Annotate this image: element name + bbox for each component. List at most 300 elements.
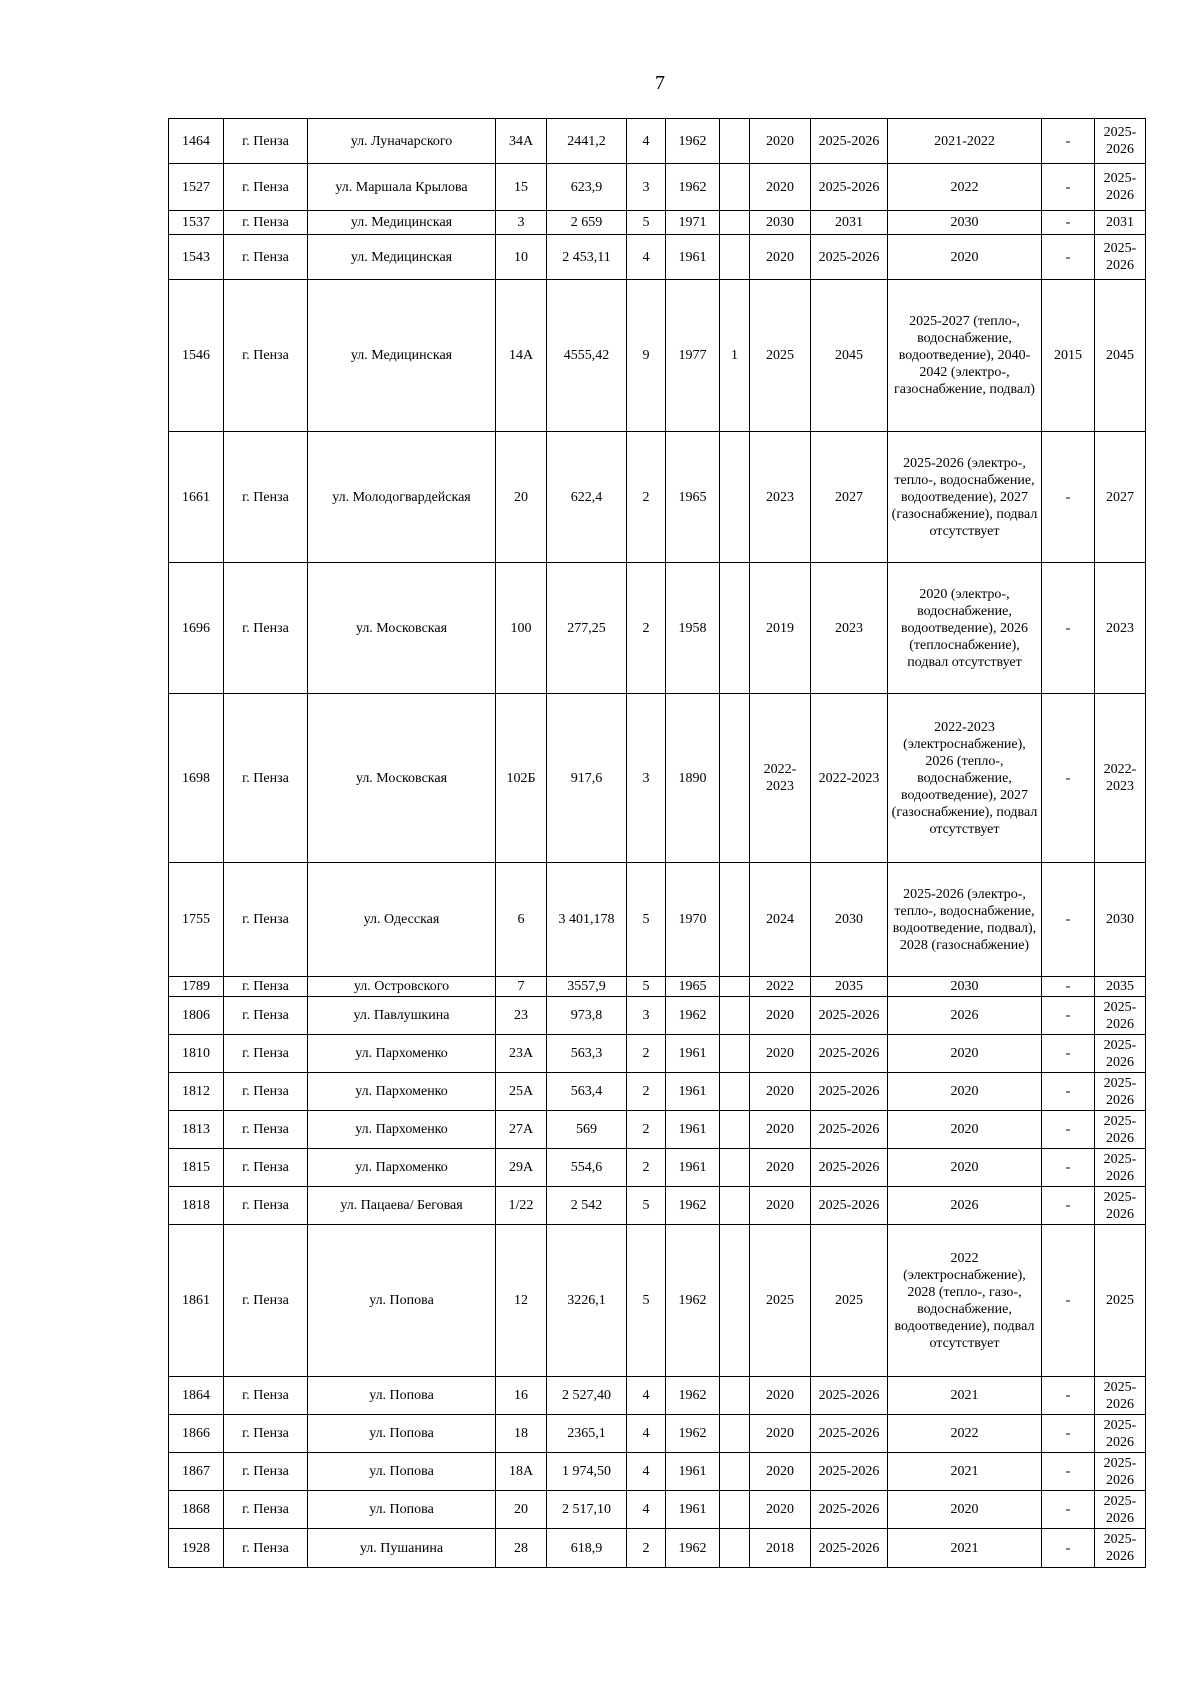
cell-floors: 2 <box>627 1111 666 1149</box>
cell-year-built: 1962 <box>666 1377 720 1415</box>
cell-col10: 2025-2026 <box>811 164 888 211</box>
cell-col11: 2025-2026 (электро-, тепло-, водоснабжение, водоотведение, подвал), 2028 (газоснабжение) <box>888 863 1042 977</box>
cell-col11: 2025-2027 (тепло-, водоснабжение, водоотведение), 2040-2042 (электро-, газоснабжение, подвал) <box>888 280 1042 432</box>
cell-col12: - <box>1042 1415 1095 1453</box>
cell-city: г. Пенза <box>224 1035 308 1073</box>
cell-col11: 2020 <box>888 1035 1042 1073</box>
cell-col12: 2015 <box>1042 280 1095 432</box>
cell-year-built: 1958 <box>666 563 720 694</box>
cell-col13: 2025-2026 <box>1095 164 1146 211</box>
cell-col8 <box>720 863 750 977</box>
cell-col13: 2027 <box>1095 432 1146 563</box>
cell-col10: 2025-2026 <box>811 1453 888 1491</box>
cell-col8 <box>720 1529 750 1568</box>
cell-street: ул. Попова <box>308 1453 496 1491</box>
cell-col9: 2020 <box>750 1035 811 1073</box>
cell-col11: 2020 <box>888 1111 1042 1149</box>
cell-house: 28 <box>496 1529 547 1568</box>
cell-house: 34А <box>496 119 547 164</box>
cell-id: 1866 <box>169 1415 224 1453</box>
cell-col10: 2025-2026 <box>811 1187 888 1225</box>
cell-year-built: 1962 <box>666 1225 720 1377</box>
cell-city: г. Пенза <box>224 119 308 164</box>
cell-street: ул. Молодогвардейская <box>308 432 496 563</box>
table-row <box>169 997 1146 1035</box>
cell-col8 <box>720 1225 750 1377</box>
cell-city: г. Пенза <box>224 1111 308 1149</box>
cell-id: 1812 <box>169 1073 224 1111</box>
cell-house: 18А <box>496 1453 547 1491</box>
cell-area: 2 542 <box>547 1187 627 1225</box>
cell-city: г. Пенза <box>224 977 308 997</box>
cell-house: 23 <box>496 997 547 1035</box>
cell-col9: 2024 <box>750 863 811 977</box>
cell-col11: 2030 <box>888 211 1042 235</box>
cell-floors: 4 <box>627 119 666 164</box>
page-number: 7 <box>655 72 665 94</box>
cell-col8 <box>720 1035 750 1073</box>
cell-col10: 2025-2026 <box>811 1415 888 1453</box>
cell-col12: - <box>1042 1529 1095 1568</box>
cell-year-built: 1961 <box>666 1073 720 1111</box>
cell-area: 569 <box>547 1111 627 1149</box>
cell-col11: 2026 <box>888 1187 1042 1225</box>
cell-floors: 3 <box>627 164 666 211</box>
cell-floors: 2 <box>627 1529 666 1568</box>
cell-col13: 2022-2023 <box>1095 694 1146 863</box>
cell-col8 <box>720 1453 750 1491</box>
cell-street: ул. Московская <box>308 694 496 863</box>
cell-street: ул. Попова <box>308 1225 496 1377</box>
cell-house: 16 <box>496 1377 547 1415</box>
table-row <box>169 119 1146 164</box>
cell-col10: 2025-2026 <box>811 1529 888 1568</box>
cell-year-built: 1961 <box>666 1111 720 1149</box>
cell-city: г. Пенза <box>224 563 308 694</box>
cell-col8 <box>720 997 750 1035</box>
cell-city: г. Пенза <box>224 1073 308 1111</box>
cell-col8: 1 <box>720 280 750 432</box>
table-row <box>169 235 1146 280</box>
cell-col9: 2020 <box>750 1491 811 1529</box>
cell-house: 18 <box>496 1415 547 1453</box>
cell-col13: 2025 <box>1095 1225 1146 1377</box>
cell-col11: 2020 <box>888 235 1042 280</box>
cell-col13: 2025-2026 <box>1095 1149 1146 1187</box>
cell-col13: 2031 <box>1095 211 1146 235</box>
cell-col13: 2025-2026 <box>1095 1111 1146 1149</box>
cell-id: 1818 <box>169 1187 224 1225</box>
cell-area: 3557,9 <box>547 977 627 997</box>
cell-street: ул. Медицинская <box>308 211 496 235</box>
cell-col13: 2025-2026 <box>1095 997 1146 1035</box>
cell-house: 15 <box>496 164 547 211</box>
cell-id: 1861 <box>169 1225 224 1377</box>
cell-city: г. Пенза <box>224 997 308 1035</box>
cell-col11: 2020 <box>888 1491 1042 1529</box>
cell-floors: 3 <box>627 694 666 863</box>
cell-id: 1755 <box>169 863 224 977</box>
cell-house: 3 <box>496 211 547 235</box>
cell-street: ул. Медицинская <box>308 280 496 432</box>
cell-col10: 2025-2026 <box>811 119 888 164</box>
cell-col10: 2030 <box>811 863 888 977</box>
table-row <box>169 280 1146 432</box>
cell-col9: 2030 <box>750 211 811 235</box>
cell-col9: 2020 <box>750 1149 811 1187</box>
cell-city: г. Пенза <box>224 694 308 863</box>
cell-col11: 2020 <box>888 1149 1042 1187</box>
cell-col11: 2020 <box>888 1073 1042 1111</box>
cell-street: ул. Попова <box>308 1491 496 1529</box>
cell-col13: 2030 <box>1095 863 1146 977</box>
cell-id: 1661 <box>169 432 224 563</box>
cell-floors: 9 <box>627 280 666 432</box>
cell-area: 554,6 <box>547 1149 627 1187</box>
cell-house: 102Б <box>496 694 547 863</box>
cell-house: 25А <box>496 1073 547 1111</box>
cell-col9: 2020 <box>750 997 811 1035</box>
cell-floors: 5 <box>627 863 666 977</box>
cell-col12: - <box>1042 863 1095 977</box>
cell-col12: - <box>1042 211 1095 235</box>
table-row <box>169 863 1146 977</box>
cell-col9: 2020 <box>750 119 811 164</box>
table-row <box>169 977 1146 997</box>
table-row <box>169 1073 1146 1111</box>
cell-area: 623,9 <box>547 164 627 211</box>
table-row <box>169 1111 1146 1149</box>
cell-street: ул. Попова <box>308 1377 496 1415</box>
cell-col13: 2025-2026 <box>1095 1529 1146 1568</box>
cell-area: 3226,1 <box>547 1225 627 1377</box>
cell-area: 2 527,40 <box>547 1377 627 1415</box>
cell-col10: 2025-2026 <box>811 997 888 1035</box>
cell-col8 <box>720 1187 750 1225</box>
cell-col11: 2022 <box>888 1415 1042 1453</box>
table-row <box>169 432 1146 563</box>
cell-col8 <box>720 235 750 280</box>
cell-area: 1 974,50 <box>547 1453 627 1491</box>
cell-floors: 4 <box>627 1453 666 1491</box>
cell-year-built: 1962 <box>666 119 720 164</box>
table-row <box>169 1529 1146 1568</box>
cell-city: г. Пенза <box>224 1377 308 1415</box>
cell-house: 20 <box>496 1491 547 1529</box>
table-row <box>169 1225 1146 1377</box>
cell-id: 1815 <box>169 1149 224 1187</box>
cell-street: ул. Пушанина <box>308 1529 496 1568</box>
table-row <box>169 1491 1146 1529</box>
cell-col8 <box>720 977 750 997</box>
cell-area: 2 659 <box>547 211 627 235</box>
cell-street: ул. Пацаева/ Беговая <box>308 1187 496 1225</box>
cell-year-built: 1962 <box>666 1415 720 1453</box>
cell-id: 1537 <box>169 211 224 235</box>
cell-city: г. Пенза <box>224 211 308 235</box>
cell-floors: 2 <box>627 563 666 694</box>
cell-area: 4555,42 <box>547 280 627 432</box>
cell-street: ул. Пархоменко <box>308 1073 496 1111</box>
cell-col10: 2027 <box>811 432 888 563</box>
cell-floors: 4 <box>627 235 666 280</box>
cell-col8 <box>720 1491 750 1529</box>
cell-col12: - <box>1042 1225 1095 1377</box>
cell-house: 27А <box>496 1111 547 1149</box>
cell-col10: 2031 <box>811 211 888 235</box>
table-row <box>169 1377 1146 1415</box>
cell-col9: 2025 <box>750 280 811 432</box>
cell-area: 2 453,11 <box>547 235 627 280</box>
cell-col11: 2020 (электро-, водоснабжение, водоотведение), 2026 (теплоснабжение), подвал отсутствует <box>888 563 1042 694</box>
cell-col11: 2022-2023 (электроснабжение), 2026 (тепло-, водоснабжение, водоотведение), 2027 (газоснабжение), подвал отсутствует <box>888 694 1042 863</box>
cell-year-built: 1962 <box>666 164 720 211</box>
cell-year-built: 1961 <box>666 1491 720 1529</box>
cell-col13: 2025-2026 <box>1095 1415 1146 1453</box>
cell-col12: - <box>1042 1111 1095 1149</box>
cell-area: 618,9 <box>547 1529 627 1568</box>
cell-floors: 5 <box>627 211 666 235</box>
cell-col9: 2022-2023 <box>750 694 811 863</box>
cell-street: ул. Медицинская <box>308 235 496 280</box>
cell-col12: - <box>1042 1377 1095 1415</box>
cell-col8 <box>720 432 750 563</box>
cell-col13: 2035 <box>1095 977 1146 997</box>
table-row <box>169 563 1146 694</box>
cell-year-built: 1965 <box>666 977 720 997</box>
cell-col12: - <box>1042 997 1095 1035</box>
cell-col8 <box>720 119 750 164</box>
cell-col12: - <box>1042 1035 1095 1073</box>
cell-col10: 2025-2026 <box>811 1035 888 1073</box>
cell-col13: 2025-2026 <box>1095 1035 1146 1073</box>
housing-registry-table <box>168 118 1146 1568</box>
cell-year-built: 1962 <box>666 997 720 1035</box>
cell-street: ул. Пархоменко <box>308 1035 496 1073</box>
cell-col12: - <box>1042 977 1095 997</box>
cell-col11: 2026 <box>888 997 1042 1035</box>
cell-city: г. Пенза <box>224 1529 308 1568</box>
table-row <box>169 694 1146 863</box>
cell-col13: 2025-2026 <box>1095 1073 1146 1111</box>
cell-id: 1868 <box>169 1491 224 1529</box>
cell-col12: - <box>1042 1491 1095 1529</box>
cell-id: 1543 <box>169 235 224 280</box>
cell-floors: 4 <box>627 1491 666 1529</box>
cell-col10: 2022-2023 <box>811 694 888 863</box>
cell-col10: 2025-2026 <box>811 1073 888 1111</box>
cell-col8 <box>720 1377 750 1415</box>
table-row <box>169 211 1146 235</box>
cell-col8 <box>720 1415 750 1453</box>
cell-floors: 2 <box>627 432 666 563</box>
cell-area: 563,4 <box>547 1073 627 1111</box>
cell-area: 2441,2 <box>547 119 627 164</box>
cell-col9: 2020 <box>750 1073 811 1111</box>
cell-col9: 2023 <box>750 432 811 563</box>
cell-city: г. Пенза <box>224 1491 308 1529</box>
cell-floors: 3 <box>627 997 666 1035</box>
cell-area: 277,25 <box>547 563 627 694</box>
cell-col11: 2021 <box>888 1529 1042 1568</box>
cell-col11: 2021-2022 <box>888 119 1042 164</box>
cell-area: 973,8 <box>547 997 627 1035</box>
cell-year-built: 1890 <box>666 694 720 863</box>
cell-col13: 2025-2026 <box>1095 1453 1146 1491</box>
cell-col9: 2020 <box>750 1453 811 1491</box>
cell-house: 10 <box>496 235 547 280</box>
table-row <box>169 1415 1146 1453</box>
cell-col8 <box>720 211 750 235</box>
cell-id: 1546 <box>169 280 224 432</box>
cell-col11: 2021 <box>888 1453 1042 1491</box>
cell-street: ул. Маршала Крылова <box>308 164 496 211</box>
cell-col13: 2025-2026 <box>1095 235 1146 280</box>
cell-city: г. Пенза <box>224 280 308 432</box>
cell-id: 1698 <box>169 694 224 863</box>
cell-city: г. Пенза <box>224 863 308 977</box>
cell-floors: 2 <box>627 1149 666 1187</box>
cell-col13: 2025-2026 <box>1095 1491 1146 1529</box>
cell-col11: 2021 <box>888 1377 1042 1415</box>
cell-col8 <box>720 563 750 694</box>
cell-col13: 2025-2026 <box>1095 1377 1146 1415</box>
cell-city: г. Пенза <box>224 1453 308 1491</box>
cell-col12: - <box>1042 432 1095 563</box>
cell-house: 29А <box>496 1149 547 1187</box>
cell-area: 2 517,10 <box>547 1491 627 1529</box>
cell-col10: 2025-2026 <box>811 235 888 280</box>
cell-floors: 2 <box>627 1073 666 1111</box>
table-row <box>169 1187 1146 1225</box>
cell-col8 <box>720 164 750 211</box>
cell-id: 1810 <box>169 1035 224 1073</box>
table-row <box>169 1149 1146 1187</box>
cell-house: 23А <box>496 1035 547 1073</box>
cell-col12: - <box>1042 563 1095 694</box>
cell-id: 1464 <box>169 119 224 164</box>
table-row <box>169 1453 1146 1491</box>
cell-year-built: 1961 <box>666 1453 720 1491</box>
cell-id: 1789 <box>169 977 224 997</box>
cell-col8 <box>720 1073 750 1111</box>
cell-col10: 2025-2026 <box>811 1491 888 1529</box>
cell-col9: 2020 <box>750 1187 811 1225</box>
cell-street: ул. Одесская <box>308 863 496 977</box>
cell-col13: 2023 <box>1095 563 1146 694</box>
cell-house: 7 <box>496 977 547 997</box>
table-row <box>169 164 1146 211</box>
cell-house: 20 <box>496 432 547 563</box>
cell-col9: 2020 <box>750 1415 811 1453</box>
cell-street: ул. Павлушкина <box>308 997 496 1035</box>
cell-city: г. Пенза <box>224 1415 308 1453</box>
cell-col9: 2019 <box>750 563 811 694</box>
cell-col11: 2022 <box>888 164 1042 211</box>
cell-street: ул. Московская <box>308 563 496 694</box>
cell-col12: - <box>1042 164 1095 211</box>
cell-col10: 2045 <box>811 280 888 432</box>
cell-year-built: 1977 <box>666 280 720 432</box>
cell-street: ул. Пархоменко <box>308 1111 496 1149</box>
cell-floors: 4 <box>627 1377 666 1415</box>
cell-house: 1/22 <box>496 1187 547 1225</box>
cell-col9: 2025 <box>750 1225 811 1377</box>
cell-col8 <box>720 694 750 863</box>
cell-street: ул. Островского <box>308 977 496 997</box>
cell-floors: 5 <box>627 977 666 997</box>
cell-col9: 2018 <box>750 1529 811 1568</box>
cell-year-built: 1961 <box>666 235 720 280</box>
cell-col9: 2020 <box>750 164 811 211</box>
cell-street: ул. Луначарского <box>308 119 496 164</box>
cell-col9: 2022 <box>750 977 811 997</box>
cell-id: 1813 <box>169 1111 224 1149</box>
cell-year-built: 1961 <box>666 1149 720 1187</box>
cell-col10: 2025-2026 <box>811 1111 888 1149</box>
cell-house: 100 <box>496 563 547 694</box>
cell-area: 563,3 <box>547 1035 627 1073</box>
cell-area: 2365,1 <box>547 1415 627 1453</box>
cell-col12: - <box>1042 1453 1095 1491</box>
cell-id: 1867 <box>169 1453 224 1491</box>
cell-col13: 2025-2026 <box>1095 119 1146 164</box>
cell-area: 3 401,178 <box>547 863 627 977</box>
cell-street: ул. Пархоменко <box>308 1149 496 1187</box>
cell-col8 <box>720 1111 750 1149</box>
cell-floors: 2 <box>627 1035 666 1073</box>
cell-house: 14А <box>496 280 547 432</box>
cell-col10: 2035 <box>811 977 888 997</box>
cell-id: 1696 <box>169 563 224 694</box>
cell-col12: - <box>1042 1187 1095 1225</box>
cell-area: 622,4 <box>547 432 627 563</box>
table-body <box>169 119 1146 1568</box>
cell-col12: - <box>1042 1073 1095 1111</box>
cell-city: г. Пенза <box>224 235 308 280</box>
cell-year-built: 1965 <box>666 432 720 563</box>
cell-id: 1527 <box>169 164 224 211</box>
cell-area: 917,6 <box>547 694 627 863</box>
cell-year-built: 1961 <box>666 1035 720 1073</box>
cell-floors: 4 <box>627 1415 666 1453</box>
cell-col13: 2025-2026 <box>1095 1187 1146 1225</box>
cell-id: 1864 <box>169 1377 224 1415</box>
cell-year-built: 1970 <box>666 863 720 977</box>
cell-id: 1806 <box>169 997 224 1035</box>
cell-year-built: 1962 <box>666 1187 720 1225</box>
table-row <box>169 1035 1146 1073</box>
cell-city: г. Пенза <box>224 164 308 211</box>
cell-city: г. Пенза <box>224 1225 308 1377</box>
cell-col12: - <box>1042 1149 1095 1187</box>
cell-col9: 2020 <box>750 1111 811 1149</box>
cell-col10: 2025 <box>811 1225 888 1377</box>
cell-city: г. Пенза <box>224 1187 308 1225</box>
cell-col12: - <box>1042 119 1095 164</box>
cell-city: г. Пенза <box>224 1149 308 1187</box>
cell-col13: 2045 <box>1095 280 1146 432</box>
cell-year-built: 1971 <box>666 211 720 235</box>
cell-street: ул. Попова <box>308 1415 496 1453</box>
cell-col11: 2030 <box>888 977 1042 997</box>
cell-col9: 2020 <box>750 1377 811 1415</box>
cell-col10: 2025-2026 <box>811 1149 888 1187</box>
cell-col11: 2022 (электроснабжение), 2028 (тепло-, газо-, водоснабжение, водоотведение), подвал отсутствует <box>888 1225 1042 1377</box>
cell-year-built: 1962 <box>666 1529 720 1568</box>
cell-col12: - <box>1042 694 1095 863</box>
cell-col10: 2023 <box>811 563 888 694</box>
